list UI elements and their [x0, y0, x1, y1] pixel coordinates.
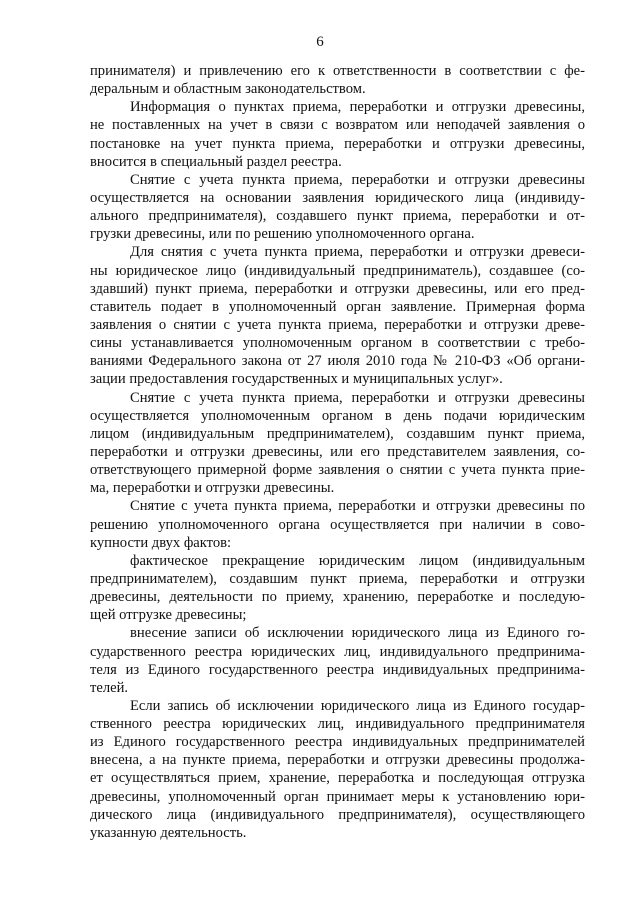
text-line: переработки и отгрузки древесины, или его представителем заявления, со-: [90, 443, 585, 460]
text-line: сины устанавливается уполномоченным органом в соответствии с требо-: [90, 335, 585, 352]
text-line: телей.: [90, 679, 129, 696]
text-line: внесение записи об исключении юридического лица из Единого го-: [130, 625, 585, 642]
text-line: предпринимателем), создавшим пункт приема, переработки и отгрузки: [90, 570, 585, 587]
text-line: ны юридическое лицо (индивидуальный предприниматель), создавшее (со-: [90, 262, 585, 279]
text-line: заявления о снятии с учета пункта приема, переработки и отгрузки древе-: [90, 316, 585, 333]
text-line: ального предпринимателя), создавшего пункт приема, переработки и от-: [90, 208, 585, 225]
text-line: дического лица (индивидуального предпринимателя), осуществляющего: [90, 806, 585, 823]
document-body: [90, 62, 585, 842]
text-line: зации предоставления государственных и муниципальных услуг».: [90, 371, 503, 388]
text-line: не поставленных на учет в связи с возвратом или неподачей заявления о: [90, 117, 585, 134]
page-number: 6: [316, 34, 324, 50]
text-line: принимателя) и привлечению его к ответственности в соответствии с фе-: [90, 63, 585, 79]
text-line: деральным и областным законодательством.: [90, 81, 366, 98]
text-line: щей отгрузке древесины;: [90, 607, 247, 624]
text-line: Информация о пунктах приема, переработки и отгрузки древесины,: [130, 99, 585, 116]
text-line: ственного реестра юридических лиц, индивидуального предпринимателя: [90, 716, 585, 733]
text-line: ставитель подает в уполномоченный орган заявление. Примерная форма: [90, 298, 585, 315]
text-line: ответствующего примерной форме заявления о снятии с учета пункта прие-: [90, 462, 585, 479]
text-line: сударственного реестра юридических лиц, индивидуального предпринима-: [90, 643, 585, 660]
text-line: осуществляется уполномоченным органом в день подачи юридическим: [90, 407, 585, 424]
text-line: решению уполномоченного органа осуществляется при наличии в сово-: [90, 516, 585, 533]
text-line: ваниями Федерального закона от 27 июля 2010 года № 210-ФЗ «Об органи-: [90, 353, 585, 370]
text-line: теля из Единого государственного реестра индивидуальных предпринима-: [90, 661, 585, 678]
text-line: древесины, уполномоченный орган принимает меры к установлению юри-: [90, 788, 585, 805]
text-line: вносится в специальный раздел реестра.: [90, 153, 342, 170]
text-line: внесена, а на пункте приема, переработки и отгрузки древесины продолжа-: [90, 752, 585, 769]
text-line: ма, переработки и отгрузки древесины.: [90, 480, 335, 497]
text-line: грузки древесины, или по решению уполномоченного органа.: [90, 226, 475, 243]
text-line: постановке на учет пункта приема, переработки и отгрузки древесины,: [90, 135, 585, 152]
text-line: фактическое прекращение юридическим лицом (индивидуальным: [130, 552, 585, 569]
text-line: указанную деятельность.: [90, 824, 247, 841]
text-line: Снятие с учета пункта приема, переработки и отгрузки древесины: [130, 389, 585, 406]
text-line: здавший) пункт приема, переработки и отгрузки древесины, или его пред-: [90, 280, 585, 297]
text-line: Снятие с учета пункта приема, переработки и отгрузки древесины по: [130, 498, 585, 515]
text-line: Если запись об исключении юридического лица из Единого государ-: [130, 697, 585, 714]
text-line: лицом (индивидуальным предпринимателем), создавшим пункт приема,: [90, 425, 585, 442]
text-line: древесины, деятельности по приему, хранению, переработке и последую-: [90, 589, 585, 606]
text-line: Снятие с учета пункта приема, переработки и отгрузки древесины: [130, 171, 585, 188]
text-line: из Единого государственного реестра индивидуальных предпринимателей: [90, 734, 585, 751]
text-line: ет осуществляться прием, хранение, переработка и последующая отгрузка: [90, 770, 585, 787]
text-line: осуществляется на основании заявления юридического лица (индивиду-: [90, 189, 585, 206]
text-line: купности двух фактов:: [90, 534, 232, 551]
text-line: Для снятия с учета пункта приема, переработки и отгрузки древеси-: [130, 244, 585, 261]
